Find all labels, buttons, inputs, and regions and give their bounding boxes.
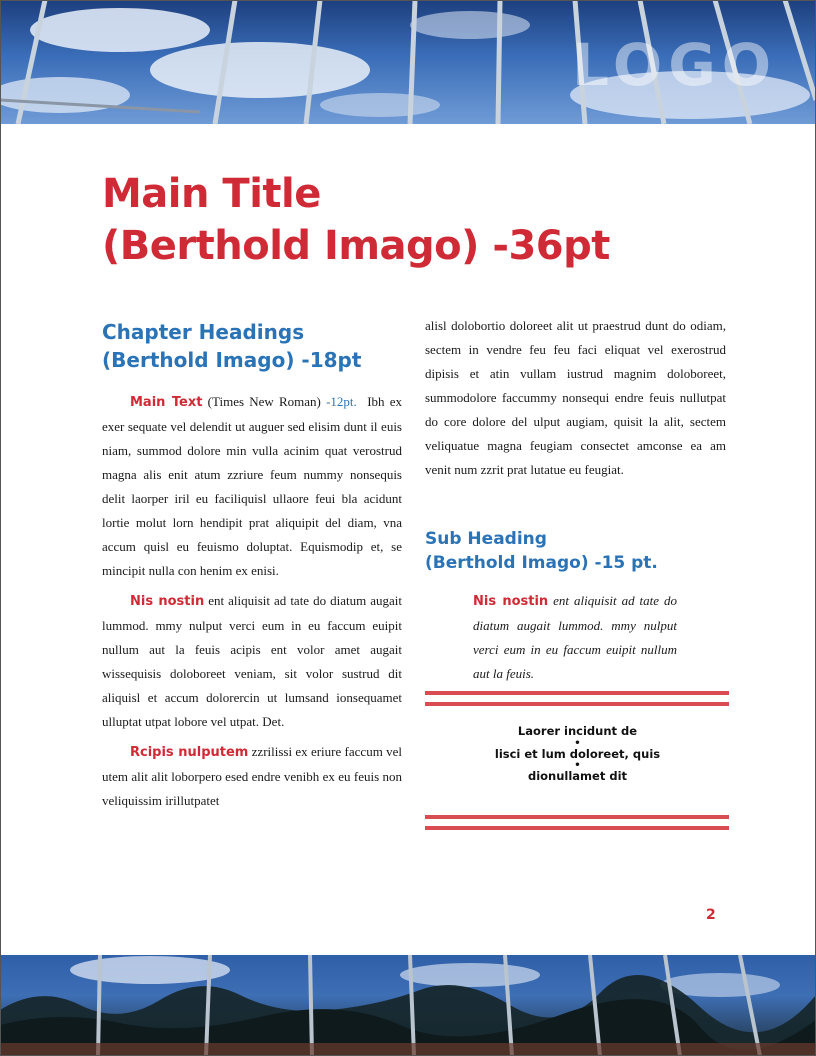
paragraph-continued: alisl dolobortio doloreet alit ut praestrud dunt do odiam, sectem in vendre feu feu faci eliquat vel exerostrud dipisis et atin vullam iustrud magnim doloboreet, summodolore faccummy nonsequi endre feuis nullutpat do core dolore del ulput augiam, quisit la alit, sectem veliquatue magna feugiam consectet amconse ea am venit num zzrit prat lutatue eu feugiat.	[425, 318, 726, 477]
font-note: (Times New Roman)	[207, 394, 321, 409]
divider-rule	[425, 815, 729, 819]
divider-rule	[425, 691, 729, 695]
lead-in-nis-nostin: Nis nostin	[130, 594, 205, 609]
sub-heading-line2: (Berthold Imago) -15 pt.	[425, 553, 658, 573]
paragraph-body: Ibh ex exer sequate vel delendit ut auguer sed elisim dunt il euis niam, summod dolore min vulla acinim quat verostrud magna alis enit atum zzriure feum nummy nonsequis delit laorper iril eu faciliquisl ullaore feui bla acidunt lortie molut lorn hendipit prat aliquipit del diam, vna accum quisl eu feuismo doluptat. Equismodip et, se mincipit nulla con henim ex enisi.	[102, 394, 402, 578]
lead-in-rcipis: Rcipis nulputem	[130, 745, 249, 760]
logo: LOGO	[572, 31, 778, 99]
header-photo-banner	[0, 0, 816, 124]
main-title-line1: Main Title	[102, 171, 321, 217]
paragraph-nis-nostin	[102, 589, 402, 734]
paragraph-body: zzrilissi ex eriure faccum vel utem alit alit loborpero esed endre venibh ex eu feuis non veliquissim irillutpatet	[102, 744, 402, 808]
bullet-separator: •	[574, 737, 581, 749]
paragraph-body: ent aliquisit ad tate do diatum augait lummod. mmy nulput verci eum in eu faccum euipit nullum aut la feuis acipis ent volor amet augait wissequisis doloboreet veniam, sit volor sustrud dit aliquisl et accum dolorercin ut lumsand ionsequamet ulluptat utpat lobore vel utpat. Det.	[102, 593, 402, 729]
lead-in-main-text: Main Text	[130, 395, 203, 410]
main-title	[102, 168, 610, 272]
chapter-heading-line1: Chapter Headings	[102, 320, 305, 344]
callout-line: Laorer incidunt de	[517, 724, 638, 738]
right-column	[425, 314, 726, 488]
trees-reflection-image	[0, 955, 816, 1056]
bullet-separator: •	[574, 760, 581, 771]
left-column	[102, 390, 402, 819]
main-title-line2: (Berthold Imago) -36pt	[102, 223, 610, 269]
callout-line: lisci et lum doloreet, quis	[494, 746, 661, 761]
page-number: 2	[706, 907, 716, 923]
sub-heading-line1: Sub Heading	[425, 529, 547, 549]
pull-quote	[473, 589, 677, 686]
size-note: -12pt.	[326, 394, 357, 409]
footer-photo-banner	[0, 955, 816, 1056]
divider-rule	[425, 702, 729, 706]
callout-box	[430, 725, 725, 784]
pull-quote-body: ent aliquisit ad tate do diatum augait lummod. mmy nulput verci eum in eu faccum euipit nullum aut la feuis.	[473, 593, 677, 681]
callout-line: dionullamet dit	[527, 769, 628, 783]
chapter-heading	[102, 318, 432, 374]
chapter-heading-line2: (Berthold Imago) -18pt	[102, 348, 362, 372]
paragraph-rcipis	[102, 740, 402, 813]
sub-heading	[425, 527, 735, 575]
paragraph-main-text	[102, 390, 402, 583]
divider-rule	[425, 826, 729, 830]
pull-quote-lead: Nis nostin	[473, 594, 549, 609]
